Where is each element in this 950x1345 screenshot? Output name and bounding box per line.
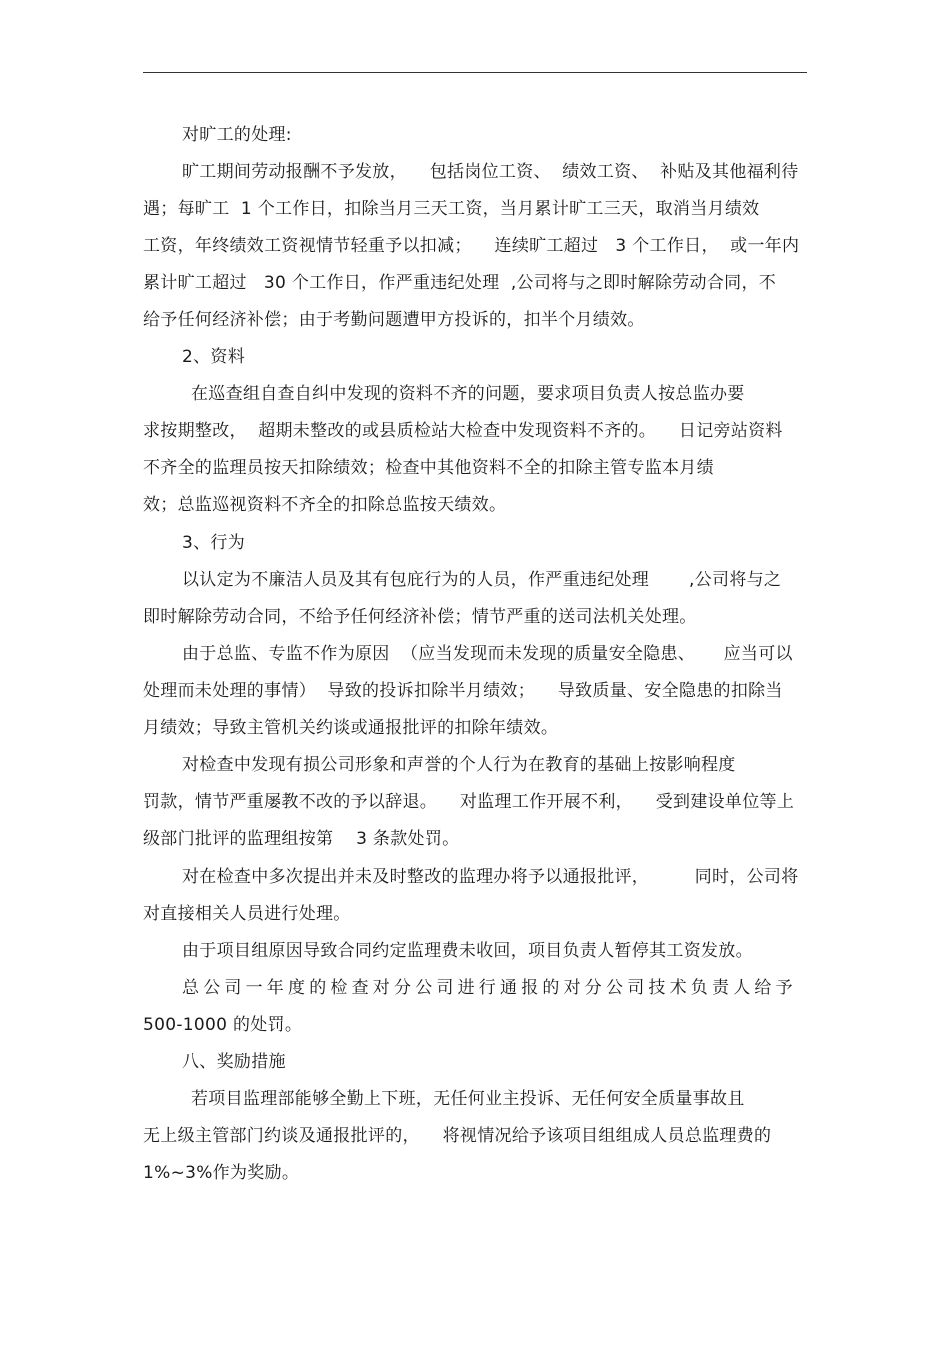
text-line: 对直接相关人员进行处理。 [143,904,351,924]
text-line: 处理而未处理的事情） 导致的投诉扣除半月绩效； 导致质量、安全隐患的扣除当 [143,681,783,701]
text-line: 求按期整改， 超期未整改的或县质检站大检查中发现资料不齐的。 日记旁站资料 [143,421,783,441]
text-line: 罚款，情节严重屡教不改的予以辞退。 对监理工作开展不利， 受到建设单位等上 [143,792,795,812]
text-line: 累计旷工超过 30 个工作日，作严重违纪处理 ,公司将与之即时解除劳动合同，不 [143,273,777,293]
text-line: 工资，年终绩效工资视情节轻重予以扣减； 连续旷工超过 3 个工作日， 或一年内 [143,236,800,256]
section-heading: 八、奖励措施 [182,1052,286,1072]
text-line: 级部门批评的监理组按第 3 条款处罚。 [143,829,460,849]
text-line: 月绩效；导致主管机关约谈或通报批评的扣除年绩效。 [143,718,559,738]
text-line: 1%~3%作为奖励。 [143,1163,300,1183]
text-line: 以认定为不廉洁人员及其有包庇行为的人员，作严重违纪处理 ,公司将与之 [182,570,782,590]
section-heading: 3、行为 [182,533,246,553]
text-line: 遇；每旷工 1 个工作日，扣除当月三天工资，当月累计旷工三天，取消当月绩效 [143,199,760,219]
text-line: 对检查中发现有损公司形象和声誉的个人行为在教育的基础上按影响程度 [182,755,736,775]
text-line: 给予任何经济补偿；由于考勤问题遭甲方投诉的，扣半个月绩效。 [143,310,645,330]
text-line: 在巡查组自查自纠中发现的资料不齐的问题，要求项目负责人按总监办要 [191,384,745,404]
header-rule [143,72,807,73]
text-line: 由于总监、专监不作为原因 （应当发现而未发现的质量安全隐患、 应当可以 [182,644,793,664]
text-line: 旷工期间劳动报酬不予发放， 包括岗位工资、 绩效工资、 补贴及其他福利待 [182,162,799,182]
text-line: 由于项目组原因导致合同约定监理费未收回，项目负责人暂停其工资发放。 [182,941,753,961]
text-line: 总公司一年度的检查对分公司进行通报的对分公司技术负责人给予 [182,978,797,998]
text-line: 无上级主管部门约谈及通报批评的， 将视情况给予该项目组组成人员总监理费的 [143,1126,772,1146]
text-line: 即时解除劳动合同，不给予任何经济补偿；情节严重的送司法机关处理。 [143,607,697,627]
section-heading: 2、资料 [182,347,246,367]
text-line: 对旷工的处理: [182,125,292,145]
text-line: 不齐全的监理员按天扣除绩效；检查中其他资料不全的扣除主管专监本月绩 [143,458,714,478]
text-line: 500-1000 的处罚。 [143,1015,303,1035]
text-line: 若项目监理部能够全勤上下班，无任何业主投诉、无任何安全质量事故且 [191,1089,745,1109]
text-line: 效；总监巡视资料不齐全的扣除总监按天绩效。 [143,495,507,515]
text-line: 对在检查中多次提出并未及时整改的监理办将予以通报批评， 同时，公司将 [182,867,799,887]
